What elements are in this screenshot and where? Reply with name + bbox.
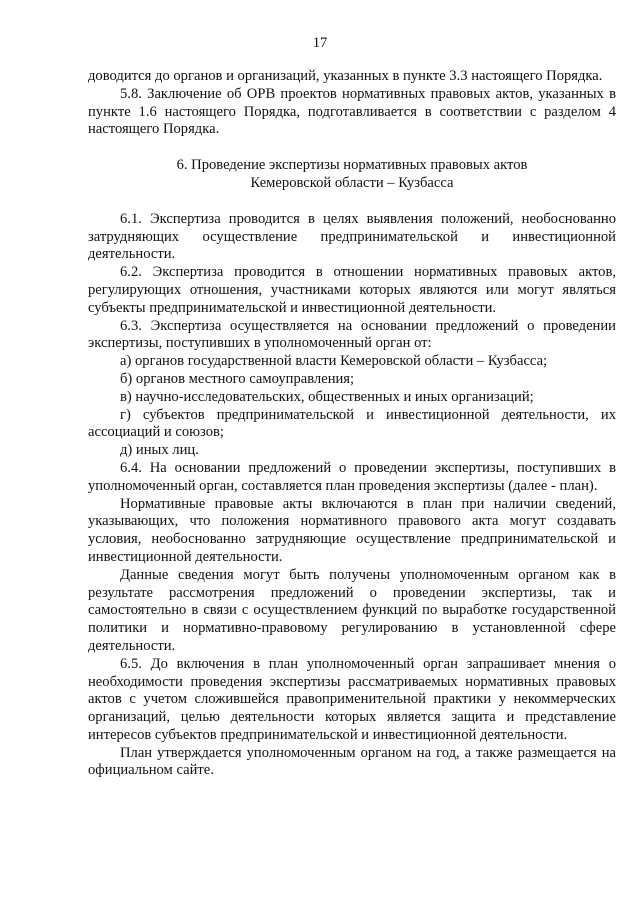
section-6-title-line-1: 6. Проведение экспертизы нормативных правовых актов <box>176 157 528 174</box>
list-item-b: б) органов местного самоуправления; <box>120 370 355 387</box>
paragraph-plan-approval: План утверждается уполномоченным органом на год, а также размещается на официальном сайте. <box>88 744 616 779</box>
paragraph-data-sources: Данные сведения могут быть получены уполномоченным органом как в результате рассмотрения предложений о проведении экспертизы, так и самостоятельно в связи с осуществлением функций по выработке государственной политики и нормативно-правовому регулированию в установленной сфере деятельности. <box>88 566 616 654</box>
paragraph-5-8: 5.8. Заключение об ОРВ проектов нормативных правовых актов, указанных в пункте 1.6 настоящего Порядка, подготавливается в соответствии с разделом 4 настоящего Порядка. <box>88 85 616 138</box>
paragraph-continuation: доводится до органов и организаций, указанных в пункте 3.3 настоящего Порядка. <box>88 68 603 84</box>
list-item-v: в) научно-исследовательских, общественных и иных организаций; <box>120 388 534 405</box>
section-6-title-line-2: Кемеровской области – Кузбасса <box>250 174 454 191</box>
section-6-heading <box>88 157 616 193</box>
document-body <box>88 68 616 780</box>
paragraph-6-5: 6.5. До включения в план уполномоченный орган запрашивает мнения о необходимости проведения экспертизы рассматриваемых нормативных правовых актов с учетом сложившейся правоприменительной практики у некоммерческих организаций, целью деятельности которых является защита и представление интересов субъектов предпринимательской и инвестиционной деятельности. <box>88 655 616 743</box>
list-item-d: д) иных лиц. <box>120 442 199 459</box>
page-number: 17 <box>312 35 328 51</box>
paragraph-normative-acts: Нормативные правовые акты включаются в план при наличии сведений, указывающих, что положения нормативного правового акта могут создавать условия, необоснованно затрудняющие осуществление предпринимательской и инвестиционной деятельности. <box>88 495 616 565</box>
paragraph-6-4: 6.4. На основании предложений о проведении экспертизы, поступивших в уполномоченный орган, составляется план проведения экспертизы (далее - план). <box>88 459 616 494</box>
paragraph-6-1: 6.1. Экспертиза проводится в целях выявления положений, необоснованно затрудняющих осуществление предпринимательской и инвестиционной деятельности. <box>88 210 616 263</box>
list-item-a: а) органов государственной власти Кемеровской области – Кузбасса; <box>120 353 548 370</box>
paragraph-6-3: 6.3. Экспертиза осуществляется на основании предложений о проведении экспертизы, поступивших в уполномоченный орган от: <box>88 317 616 352</box>
paragraph-6-2: 6.2. Экспертиза проводится в отношении нормативных правовых актов, регулирующих отношения, участниками которых являются или могут являться субъекты предпринимательской и инвестиционной деятельности. <box>88 264 616 316</box>
list-item-g: г) субъектов предпринимательской и инвестиционной деятельности, их ассоциаций и союзов; <box>88 406 616 441</box>
